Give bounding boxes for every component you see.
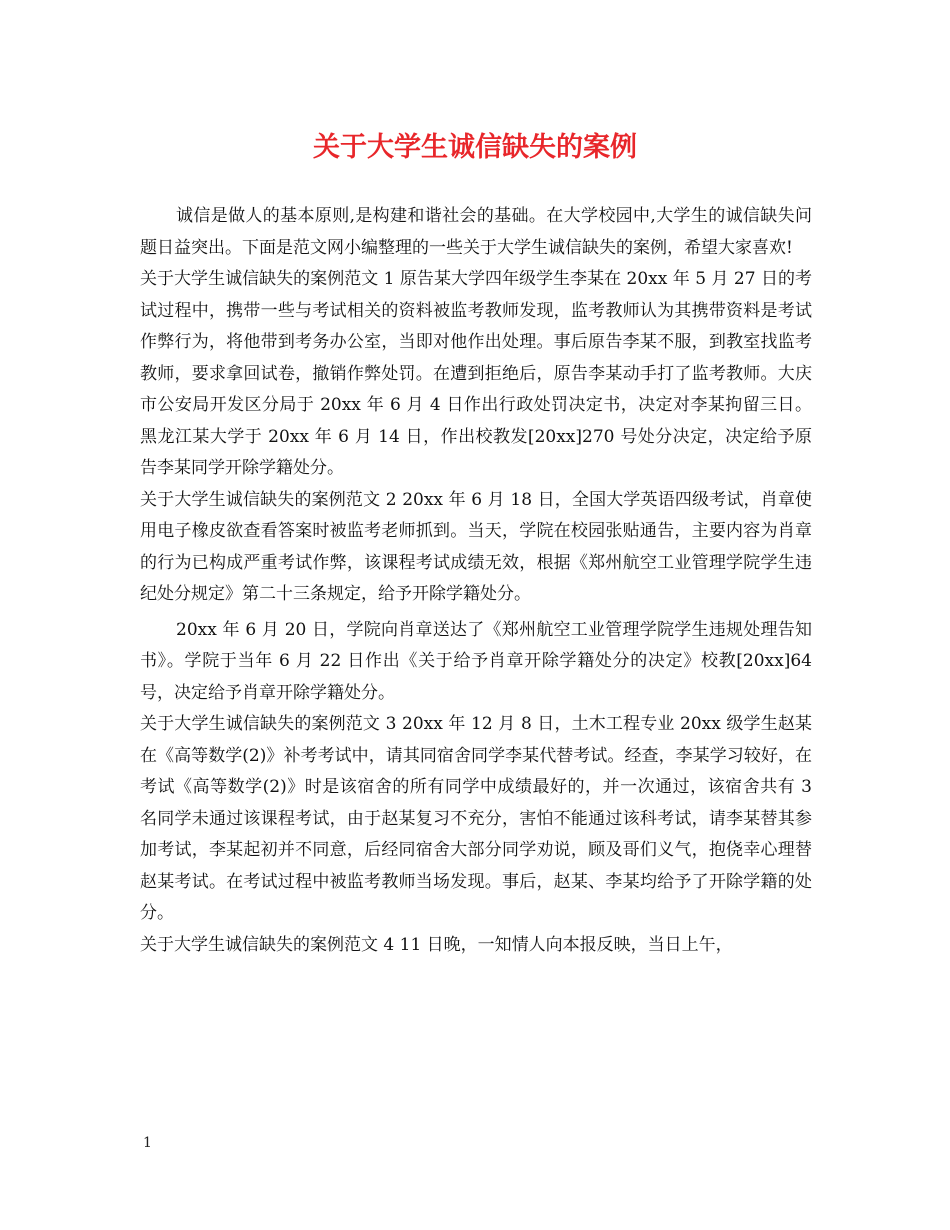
case-4-heading: 关于大学生诚信缺失的案例范文 4 (140, 934, 395, 955)
document-body (140, 201, 812, 961)
case-1-heading: 关于大学生诚信缺失的案例范文 1 (140, 269, 395, 289)
document-title: 关于大学生诚信缺失的案例 (313, 132, 637, 163)
case-2-text: 20xx 年 6 月 18 日，全国大学英语四级考试，肖章使用电子橡皮欲查看答案时被监考老师抓到。当天，学院在校园张贴通告，主要内容为肖章的行为已构成严重考试作弊，该课程考试成绩无效，根据《郑州航空工业管理学院学生违纪处分规定》第二十三条规定，给予开除学籍处分。 (140, 489, 812, 604)
case-4-text: 11 日晚，一知情人向本报反映，当日上午， (399, 934, 733, 955)
case-4-paragraph (140, 930, 812, 962)
page-number: 1 (143, 1135, 152, 1151)
case-1-text: 原告某大学四年级学生李某在 20xx 年 5 月 27 日的考试过程中，携带一些与考试相关的资料被监考教师发现，监考教师认为其携带资料是考试作弊行为，将他带到考务办公室，当即对他作出处理。事后原告李某不服，到教室找监考教师，要求拿回试卷，撤销作弊处罚。在遭到拒绝后，原告李某动手打了监考教师。大庆市公安局开发区分局于 20xx 年 6 月 4 日作出行政处罚决定书，决定对李某拘留三日。黑龙江某大学于 20xx 年 6 月 14 日，作出校教发[20xx]270 号处分决定，决定给予原告李某同学开除学籍处分。 (140, 269, 812, 478)
case-3-text: 20xx 年 12 月 8 日，土木工程专业 20xx 级学生赵某在《高等数学(2)》补考考试中，请其同宿舍同学李某代替考试。经查，李某学习较好，在考试《高等数学(2)》时是该宿舍的所有同学中成绩最好的，并一次通过，该宿舍共有 3 名同学未通过该课程考试，由于赵某复习不充分，害怕不能通过该科考试，请李某替其参加考试，李某起初并不同意，后经同宿舍大部分同学劝说，顾及哥们义气，抱侥幸心理替赵某考试。在考试过程中被监考教师当场发现。事后，赵某、李某均给予了开除学籍的处分。 (140, 714, 812, 923)
case-3-heading: 关于大学生诚信缺失的案例范文 3 (140, 714, 397, 734)
case-3-paragraph (140, 709, 812, 930)
case-2-heading: 关于大学生诚信缺失的案例范文 2 (140, 489, 397, 510)
case-2-followup-paragraph: 20xx 年 6 月 20 日，学院向肖章送达了《郑州航空工业管理学院学生违规处理告知书》。学院于当年 6 月 22 日作出《关于给予肖章开除学籍处分的决定》校教[20xx]64 号，决定给予肖章开除学籍处分。 (140, 619, 812, 703)
case-2-paragraph (140, 485, 812, 611)
intro-paragraph: 诚信是做人的基本原则,是构建和谐社会的基础。在大学校园中,大学生的诚信缺失问题日益突出。下面是范文网小编整理的一些关于大学生诚信缺失的案例，希望大家喜欢! (140, 206, 812, 258)
case-1-paragraph (140, 264, 812, 485)
